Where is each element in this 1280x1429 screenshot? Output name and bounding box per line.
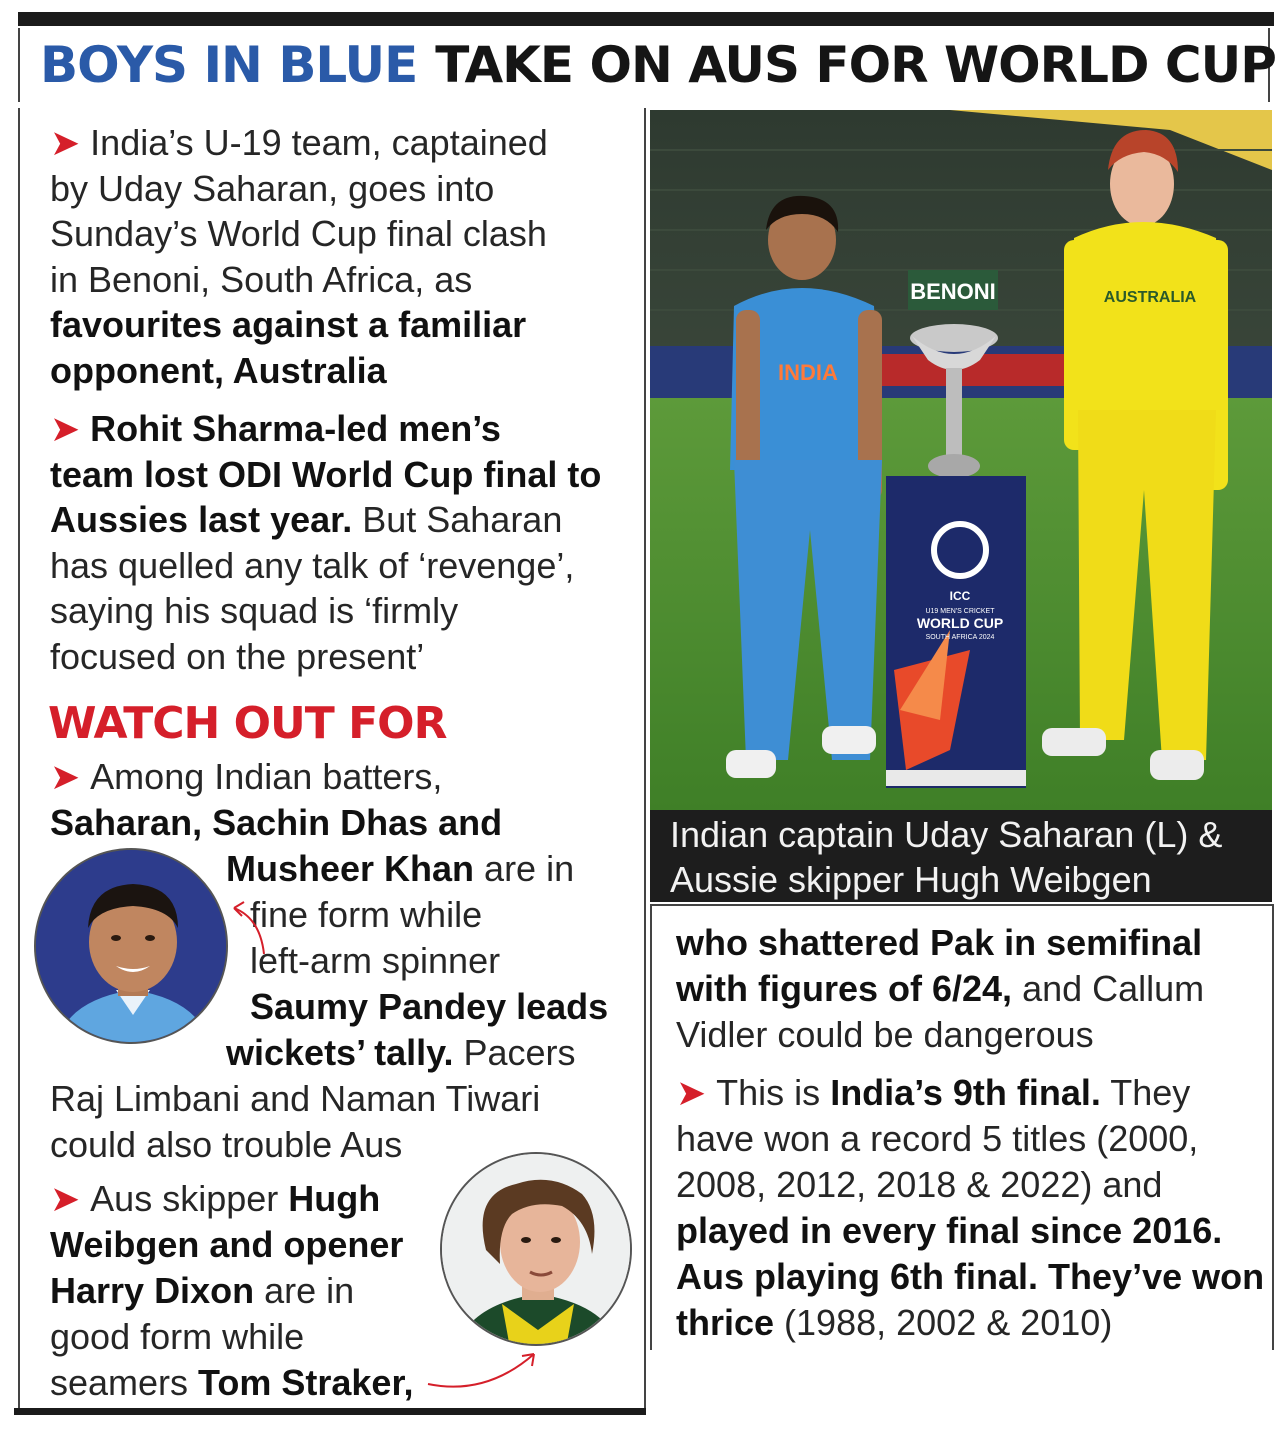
benoni-sign: BENONI [910, 279, 996, 304]
text-line: fine form while [250, 894, 483, 935]
text-span: India’s 9th final. [830, 1072, 1101, 1113]
text-line [226, 1030, 576, 1076]
headline [18, 28, 1276, 102]
text-line [50, 1176, 380, 1222]
text-line: have won a record 5 titles (2000, [676, 1118, 1199, 1159]
text-line [50, 1360, 413, 1406]
text-span: are in [254, 1270, 355, 1311]
shirt-india-text: INDIA [778, 360, 838, 385]
text-line [250, 984, 608, 1030]
text-span: Musheer Khan [226, 848, 475, 889]
text-line [676, 966, 1204, 1012]
text-span: (1988, 2002 & 2010) [774, 1302, 1113, 1343]
text-line [50, 754, 442, 800]
text-span: and Callum [1012, 968, 1205, 1009]
headline-highlight: BOYS IN BLUE [40, 36, 418, 94]
text-span: played in every final since 2016. [676, 1210, 1223, 1251]
text-span: seamers [50, 1362, 199, 1403]
text-line: by Uday Saharan, goes into [50, 167, 495, 209]
pillar-text: U19 MEN'S CRICKET [925, 608, 995, 615]
text-line [676, 920, 1202, 966]
text-span: Weibgen and opener [50, 1224, 404, 1265]
photo-image [650, 110, 1272, 810]
pillar-text: WORLD CUP [916, 615, 1004, 631]
text-span: with figures of 6/24, [676, 968, 1013, 1009]
shirt-aus-text: AUSTRALIA [1103, 289, 1197, 306]
text-line [676, 1208, 1222, 1254]
text-span: Saharan, Sachin Dhas and [50, 802, 503, 843]
top-rule [18, 12, 1274, 26]
left-column [18, 108, 646, 1410]
text-line: could also trouble Aus [50, 1124, 403, 1165]
text-line: Rohit Sharma-led men’s [90, 408, 501, 449]
text-span: Harry Dixon [50, 1270, 255, 1311]
player-portrait-image [442, 1154, 632, 1346]
text-line [50, 1268, 354, 1314]
saharan-portrait [34, 848, 228, 1044]
pointer-arrow-icon [426, 1344, 546, 1394]
text-span: wickets’ tally. [226, 1032, 454, 1073]
text-line: left-arm spinner [250, 940, 501, 981]
text-line: Sunday’s World Cup final clash [50, 213, 547, 254]
player-portrait-image [36, 850, 228, 1044]
text-line: team lost ODI World Cup final to [50, 453, 602, 495]
pillar-text: SOUTH AFRICA 2024 [925, 634, 995, 641]
text-line: favourites against a familiar [50, 304, 527, 345]
text-span: Pacers [453, 1032, 576, 1073]
text-span: They [1100, 1072, 1191, 1113]
bullet-arrow-icon: ➤ [50, 1178, 81, 1219]
text-line: Vidler could be dangerous [676, 1014, 1094, 1055]
weibgen-portrait [440, 1152, 632, 1346]
text-line: in Benoni, South Africa, as [50, 258, 473, 300]
text-line: saying his squad is ‘firmly [50, 590, 459, 631]
text-line [676, 1254, 1264, 1300]
text-span: Aus skipper [90, 1178, 289, 1219]
text-span: are in [474, 848, 575, 889]
text-span: Among Indian batters, [90, 756, 443, 797]
right-column [650, 904, 1274, 1350]
caption-line: Indian captain Uday Saharan (L) & [670, 814, 1223, 855]
photo-caption [650, 810, 1272, 902]
text-span: But Saharan [352, 499, 563, 540]
text-span: Saumy Pandey leads [250, 986, 609, 1027]
text-line [676, 1070, 1190, 1116]
text-span: Aussies last year. [50, 499, 353, 540]
rohit-paragraph [50, 406, 601, 679]
text-line: opponent, Australia [50, 349, 387, 391]
text-span: Tom Straker, [198, 1362, 414, 1403]
text-span: Hugh [288, 1178, 381, 1219]
pillar-text: ICC [949, 589, 971, 603]
bullet-arrow-icon: ➤ [50, 122, 81, 163]
text-line [676, 1300, 1112, 1346]
caption-line: Aussie skipper Hugh Weibgen [670, 859, 1152, 900]
text-line [50, 1222, 403, 1268]
trophy-photo [650, 110, 1272, 810]
headline-main: TAKE ON AUS FOR WORLD CUP [435, 36, 1276, 94]
text-line: has quelled any talk of ‘revenge’, [50, 544, 575, 586]
bottom-rule [14, 1408, 646, 1415]
text-line: Raj Limbani and Naman Tiwari [50, 1078, 541, 1119]
bullet-arrow-icon: ➤ [50, 408, 81, 449]
bullet-arrow-icon: ➤ [676, 1072, 707, 1113]
bullet-arrow-icon: ➤ [50, 756, 81, 797]
intro-paragraph [50, 120, 548, 393]
text-line: 2008, 2012, 2018 & 2022) and [676, 1164, 1163, 1205]
section-heading: WATCH OUT FOR [48, 698, 447, 749]
text-line [50, 800, 502, 846]
text-span: who shattered Pak in semifinal [676, 922, 1203, 963]
text-span: Aus playing 6th final. They’ve won [676, 1256, 1265, 1297]
text-span: This is [716, 1072, 831, 1113]
text-line: focused on the present’ [50, 635, 425, 677]
pointer-arrow-icon [224, 888, 268, 958]
text-span: thrice [676, 1302, 775, 1343]
text-line [226, 846, 574, 892]
text-line: good form while [50, 1316, 305, 1357]
text-line: India’s U-19 team, captained [90, 122, 548, 163]
